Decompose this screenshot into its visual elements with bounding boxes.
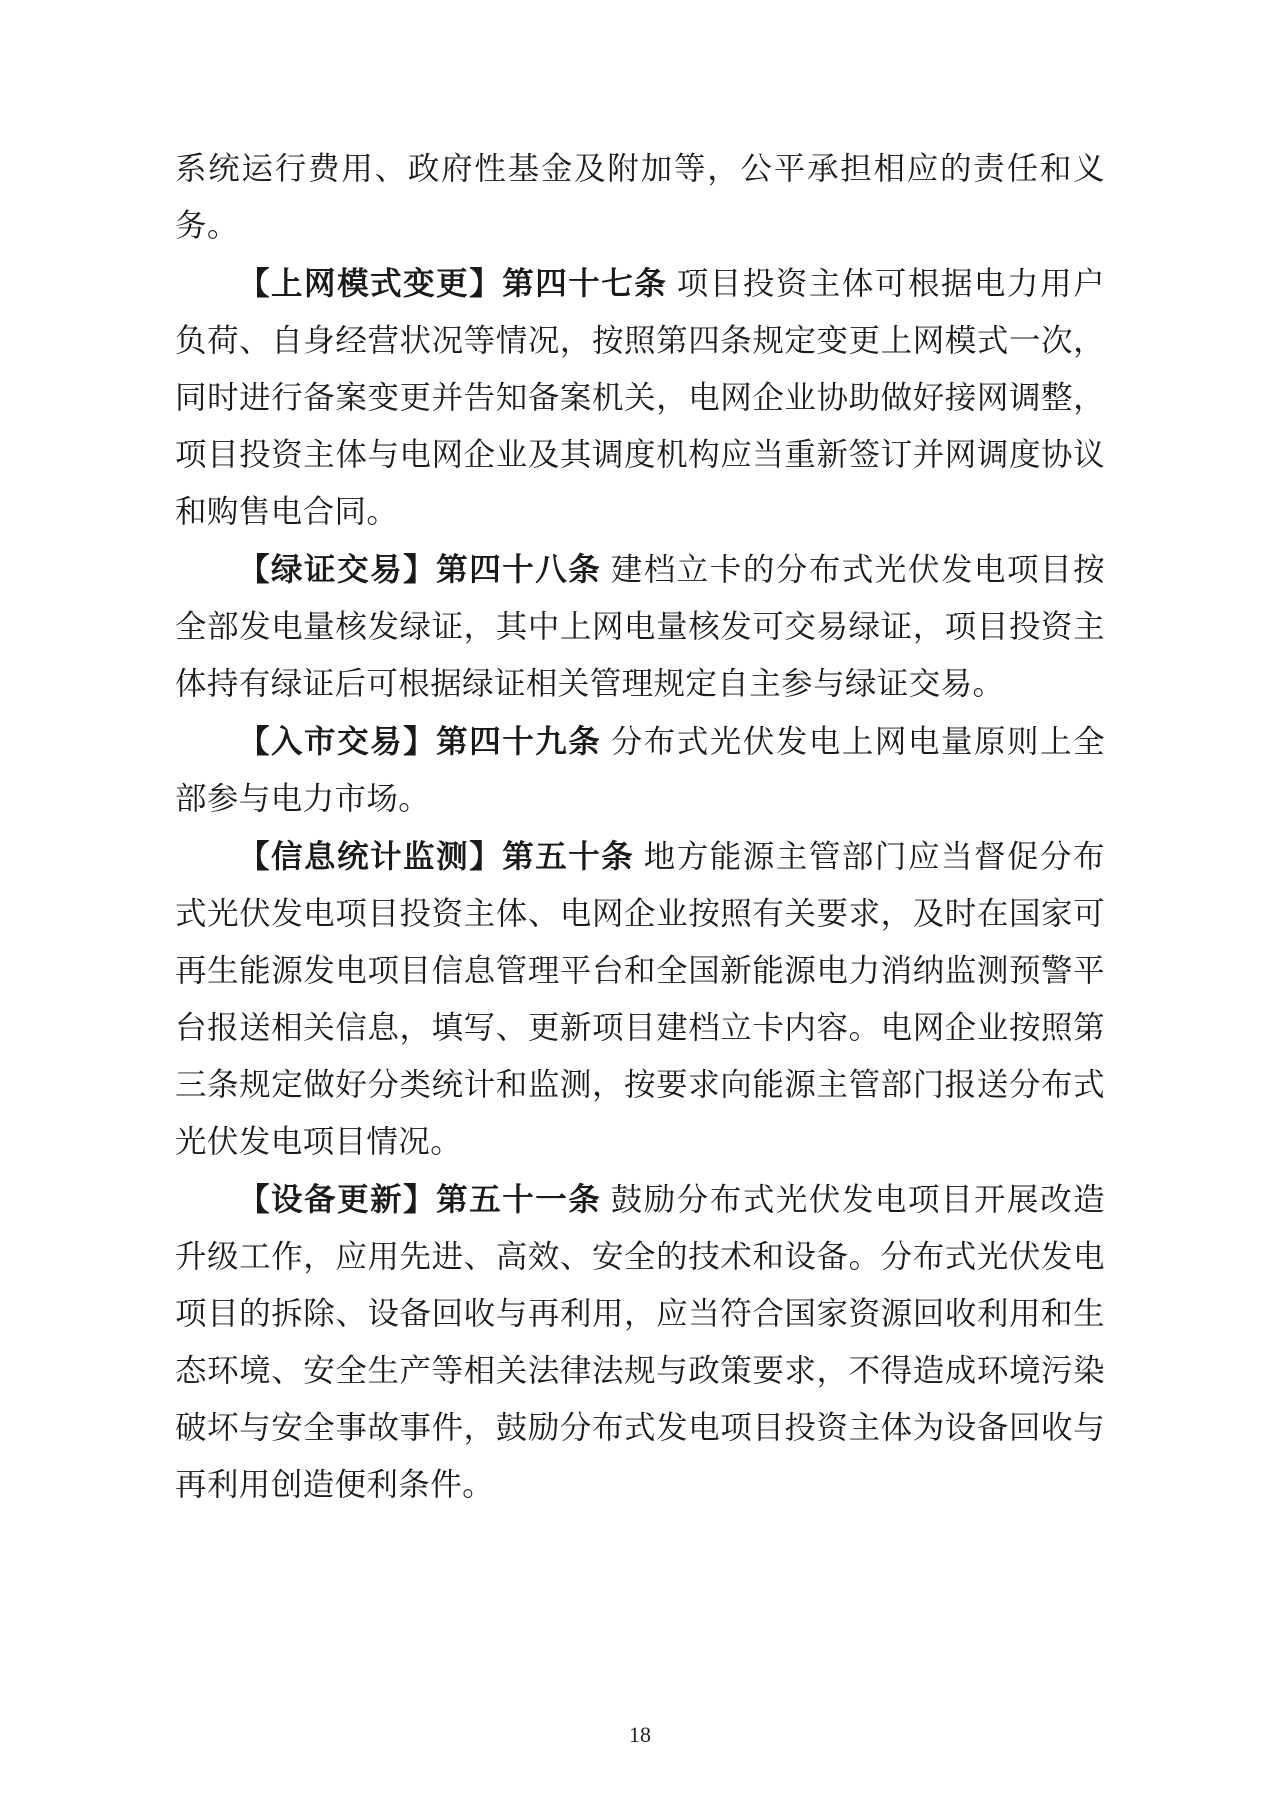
paragraph-article-47 [175,255,1105,540]
page-number: 18 [629,1722,651,1747]
article-heading-49: 【入市交易】第四十九条 [238,724,602,759]
paragraph-article-49 [175,713,1105,827]
article-heading-48: 【绿证交易】第四十八条 [238,552,602,587]
paragraph-continuation [175,140,1105,254]
paragraph-text: 分布式光伏发电上网电量原则上全部参与电力市场。 [175,724,1106,816]
article-heading-47: 【上网模式变更】第四十七条 [238,266,668,301]
paragraph-article-51 [175,1171,1105,1513]
article-heading-50: 【信息统计监测】第五十条 [238,839,635,874]
paragraph-text: 地方能源主管部门应当督促分布式光伏发电项目投资主体、电网企业按照有关要求，及时在国家可再生能源发电项目信息管理平台和全国新能源电力消纳监测预警平台报送相关信息，填写、更新项目建档立卡内容。电网企业按照第三条规定做好分类统计和监测，按要求向能源主管部门报送分布式光伏发电项目情况。 [175,839,1105,1159]
article-heading-51: 【设备更新】第五十一条 [238,1182,602,1217]
paragraph-article-50 [175,828,1105,1170]
paragraph-text: 鼓励分布式光伏发电项目开展改造升级工作，应用先进、高效、安全的技术和设备。分布式光伏发电项目的拆除、设备回收与再利用，应当符合国家资源回收利用和生态环境、安全生产等相关法律法规与政策要求，不得造成环境污染破坏与安全事故事件，鼓励分布式发电项目投资主体为设备回收与再利用创造便利条件。 [175,1182,1106,1502]
paragraph-text: 建档立卡的分布式光伏发电项目按全部发电量核发绿证，其中上网电量核发可交易绿证，项目投资主体持有绿证后可根据绿证相关管理规定自主参与绿证交易。 [175,552,1106,701]
document-body [175,140,1105,1513]
paragraph-text: 项目投资主体可根据电力用户负荷、自身经营状况等情况，按照第四条规定变更上网模式一次，同时进行备案变更并告知备案机关，电网企业协助做好接网调整，项目投资主体与电网企业及其调度机构应当重新签订并网调度协议和购售电合同。 [175,266,1105,529]
paragraph-article-48 [175,541,1105,712]
paragraph-text: 系统运行费用、政府性基金及附加等，公平承担相应的责任和义务。 [175,151,1105,243]
